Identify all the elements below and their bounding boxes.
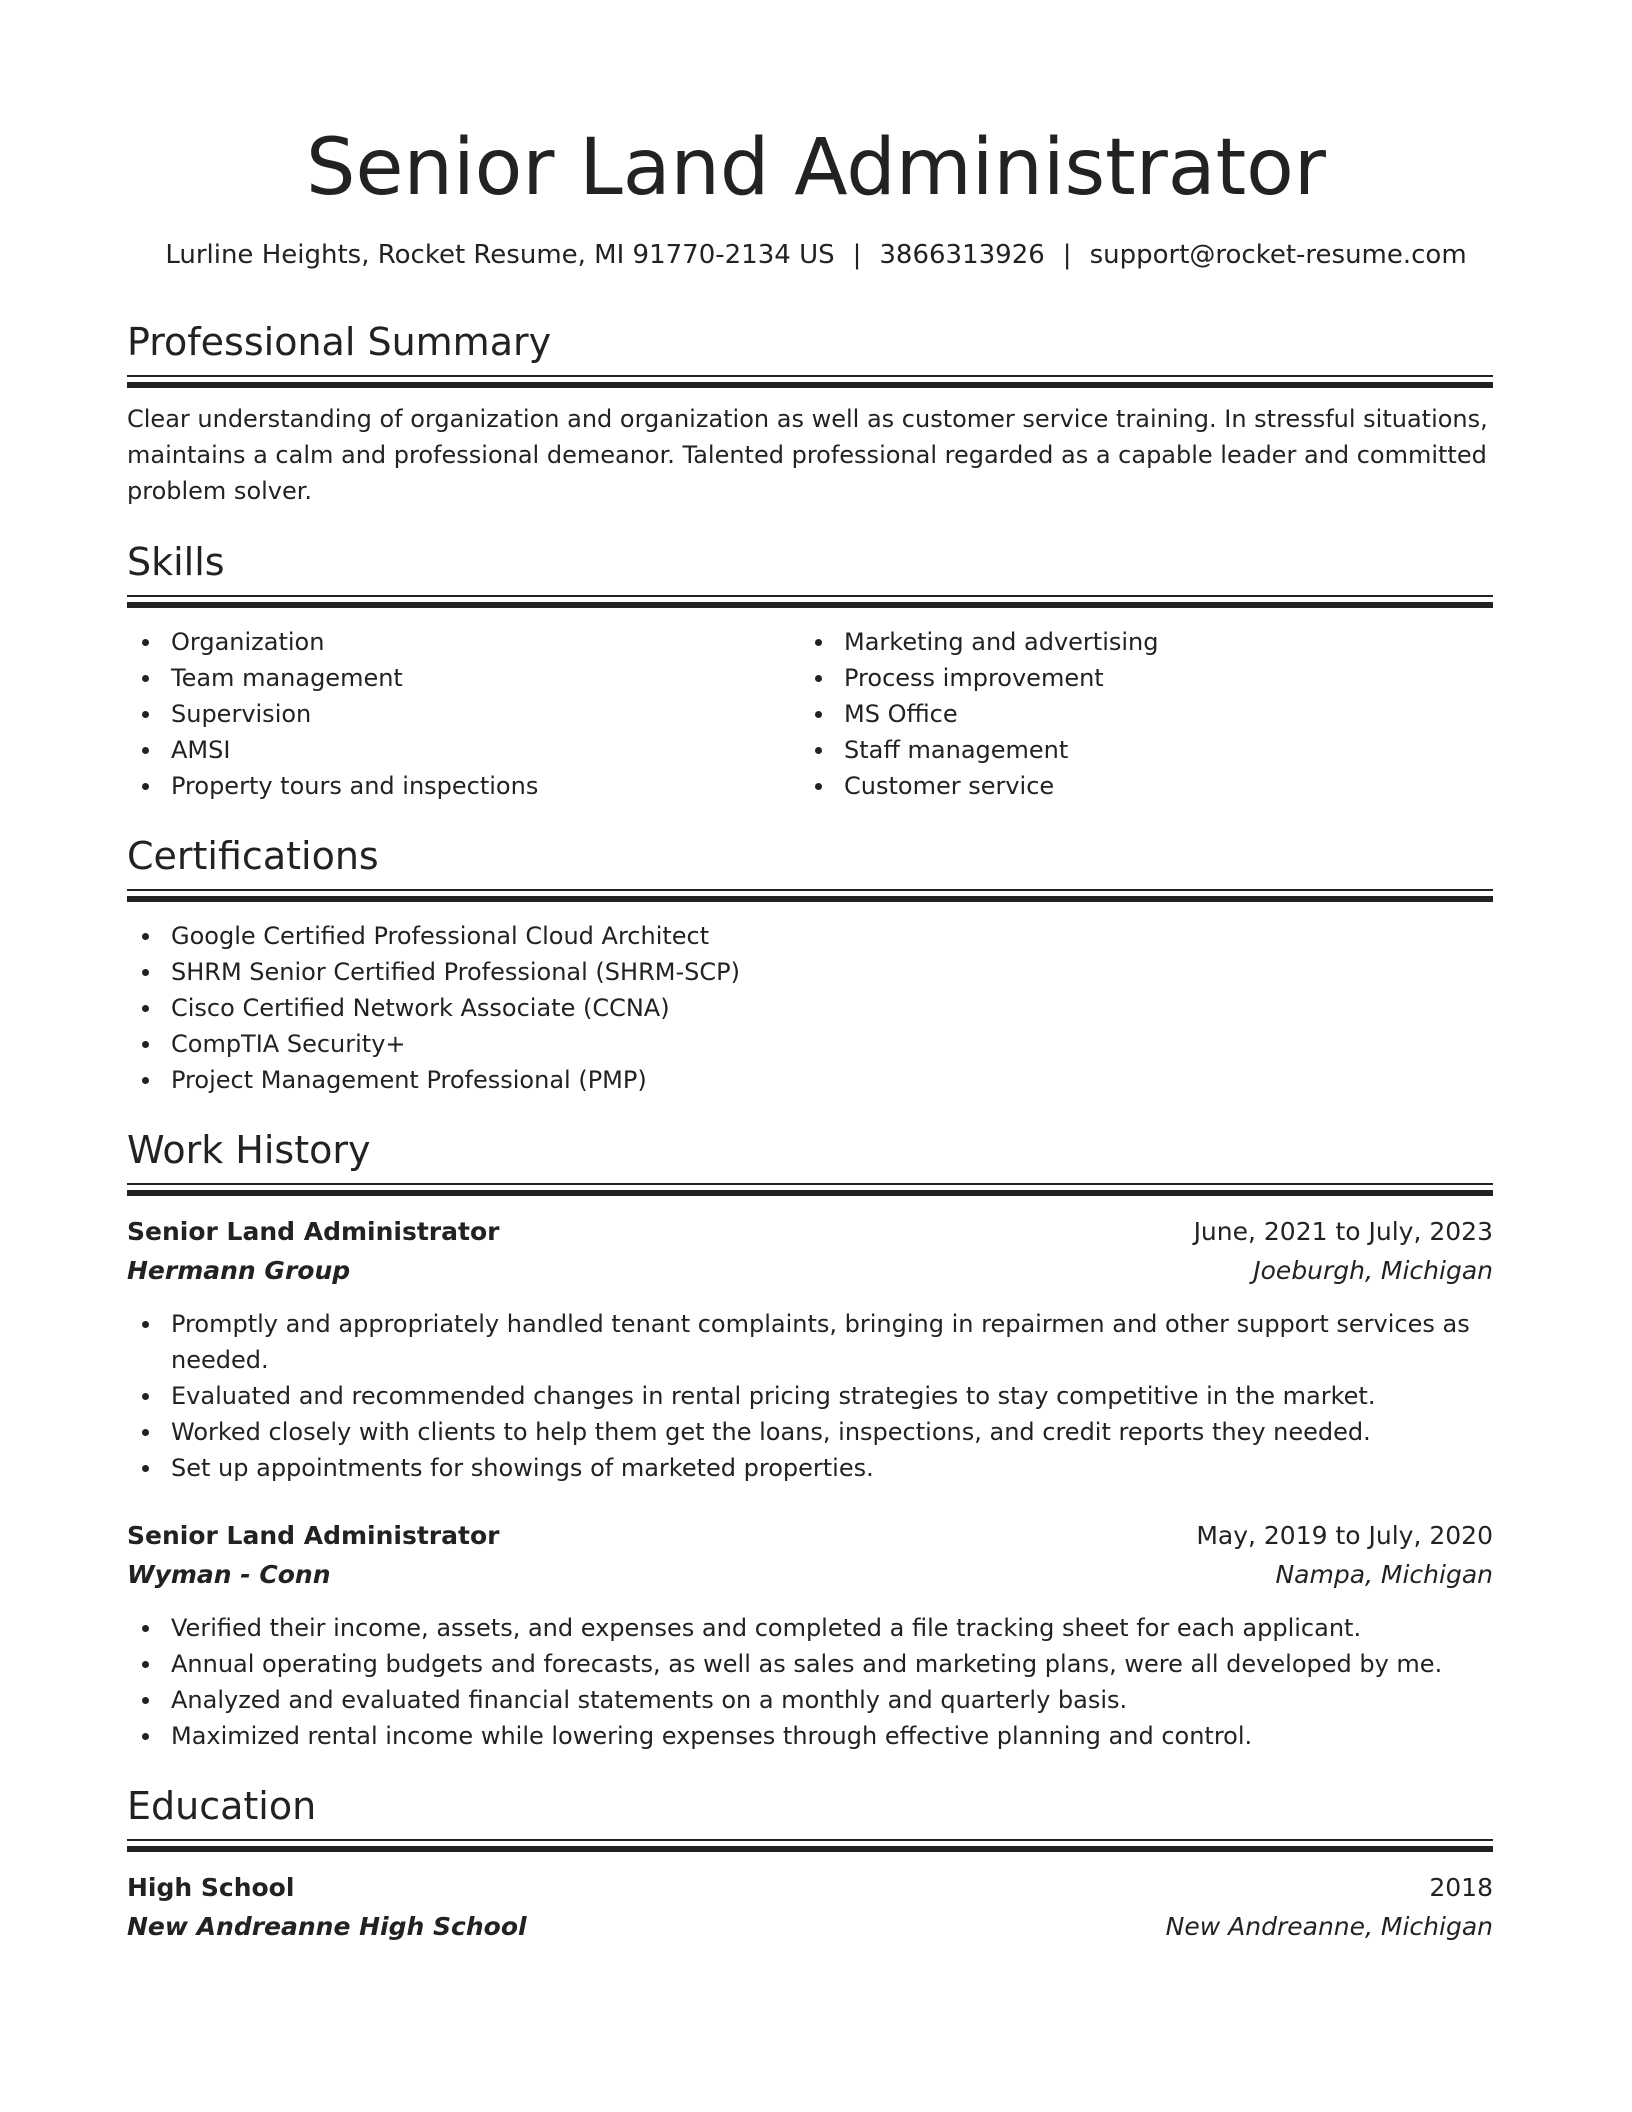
job-bullet: Maximized rental income while lowering expenses through effective planning and control.	[127, 1718, 1493, 1754]
job-company: Wyman - Conn	[127, 1560, 331, 1589]
job-bullet: Set up appointments for showings of marketed properties.	[127, 1450, 1493, 1486]
education-location: New Andreanne, Michigan	[1165, 1912, 1493, 1941]
job-location: Nampa, Michigan	[1275, 1560, 1493, 1589]
skill-item: Process improvement	[800, 660, 1480, 696]
work-history-section	[127, 1126, 1493, 1766]
summary-line: Clear understanding of organization and organization as well as customer service training. In stressful situations,	[127, 405, 1488, 433]
job-bullet-text: Promptly and appropriately handled tenant complaints, bringing in repairmen and other support services as	[171, 1310, 1470, 1338]
education-subheader	[127, 1908, 1493, 1946]
contact-separator: |	[1062, 240, 1072, 270]
education-year: 2018	[1429, 1873, 1493, 1902]
education-header	[127, 1869, 1493, 1907]
job-bullets	[127, 1610, 1493, 1754]
section-divider	[127, 382, 1493, 388]
certifications-list	[127, 918, 1493, 1098]
skill-item: Marketing and advertising	[800, 624, 1480, 660]
section-divider	[127, 375, 1493, 377]
job-bullets	[127, 1306, 1493, 1486]
summary-text	[127, 401, 1493, 509]
contact-email: support@rocket-resume.com	[1089, 240, 1467, 270]
section-divider	[127, 1846, 1493, 1852]
resume-title: Senior Land Administrator	[306, 123, 1326, 213]
section-divider	[127, 889, 1493, 891]
job-header	[127, 1213, 1493, 1251]
job-dates: June, 2021 to July, 2023	[1193, 1217, 1493, 1246]
section-heading-skills: Skills	[127, 540, 225, 584]
job-bullet: Evaluated and recommended changes in rental pricing strategies to stay competitive in the market.	[127, 1378, 1493, 1414]
job-location: Joeburgh, Michigan	[1253, 1256, 1493, 1285]
skills-list-right	[800, 624, 1480, 804]
certification-item: Cisco Certified Network Associate (CCNA)	[127, 990, 1493, 1026]
job-subheader	[127, 1556, 1493, 1594]
job-bullet-text: needed.	[171, 1346, 269, 1374]
job-title: Senior Land Administrator	[127, 1521, 500, 1550]
section-heading-certifications: Certifications	[127, 834, 379, 878]
contact-address: Lurline Heights, Rocket Resume, MI 91770-2134 US	[165, 240, 835, 270]
section-heading-summary: Professional Summary	[127, 320, 552, 364]
certification-item: SHRM Senior Certified Professional (SHRM-SCP)	[127, 954, 1493, 990]
job-dates: May, 2019 to July, 2020	[1196, 1521, 1493, 1550]
skill-item: MS Office	[800, 696, 1480, 732]
section-divider	[127, 1190, 1493, 1196]
job-company: Hermann Group	[127, 1256, 351, 1285]
skill-item: Customer service	[800, 768, 1480, 804]
education-school: New Andreanne High School	[127, 1912, 527, 1941]
certification-item: Google Certified Professional Cloud Architect	[127, 918, 1493, 954]
skill-item: Staff management	[800, 732, 1480, 768]
section-heading-education: Education	[127, 1784, 317, 1828]
job-bullet: Analyzed and evaluated financial statements on a monthly and quarterly basis.	[127, 1682, 1493, 1718]
skill-item: Team management	[127, 660, 787, 696]
summary-line: maintains a calm and professional demeanor. Talented professional regarded as a capable leader and committed	[127, 441, 1487, 469]
contact-separator: |	[852, 240, 862, 270]
education-section	[127, 1782, 1493, 1962]
job-subheader	[127, 1252, 1493, 1290]
skills-list-left	[127, 624, 787, 804]
job-bullet: Verified their income, assets, and expenses and completed a file tracking sheet for each applicant.	[127, 1610, 1493, 1646]
summary-section	[127, 318, 1493, 518]
skill-item: Property tours and inspections	[127, 768, 787, 804]
job-title: Senior Land Administrator	[127, 1217, 500, 1246]
job-bullet	[127, 1306, 1493, 1378]
section-divider	[127, 602, 1493, 608]
contact-phone: 3866313926	[879, 240, 1045, 270]
skill-item: Supervision	[127, 696, 787, 732]
contact-line	[0, 238, 1632, 272]
job-header	[127, 1517, 1493, 1555]
education-degree: High School	[127, 1873, 295, 1902]
job-bullet: Worked closely with clients to help them get the loans, inspections, and credit reports they needed.	[127, 1414, 1493, 1450]
section-divider	[127, 1839, 1493, 1841]
certification-item: Project Management Professional (PMP)	[127, 1062, 1493, 1098]
skills-section	[127, 538, 1493, 808]
section-divider	[127, 896, 1493, 902]
section-divider	[127, 1183, 1493, 1185]
certifications-section	[127, 832, 1493, 1102]
section-divider	[127, 595, 1493, 597]
certification-item: CompTIA Security+	[127, 1026, 1493, 1062]
skill-item: AMSI	[127, 732, 787, 768]
job-bullet: Annual operating budgets and forecasts, as well as sales and marketing plans, were all developed by me.	[127, 1646, 1493, 1682]
skill-item: Organization	[127, 624, 787, 660]
section-heading-work-history: Work History	[127, 1128, 371, 1172]
summary-line: problem solver.	[127, 477, 313, 505]
